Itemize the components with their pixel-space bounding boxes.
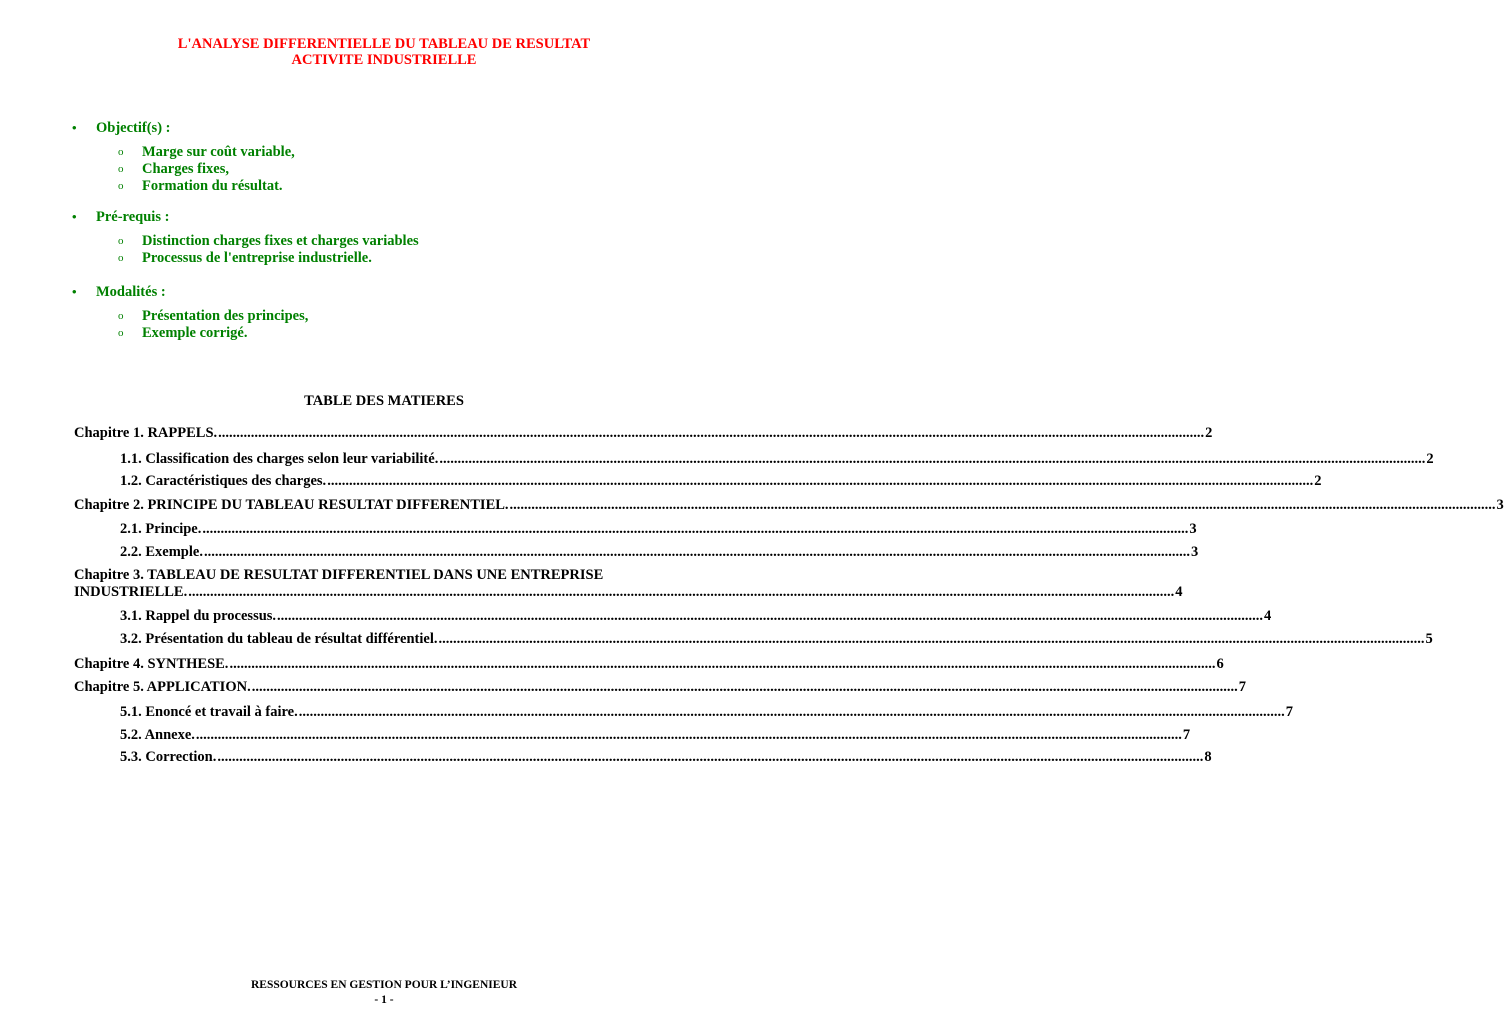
list-item-label: Exemple corrigé. (142, 325, 248, 341)
list-item (72, 308, 712, 325)
list-item (72, 233, 712, 250)
toc-entry-section-5-3[interactable] (120, 749, 1212, 766)
section-objectifs (72, 118, 712, 195)
toc-page-number: 2 (1205, 425, 1213, 441)
toc-entry-chapter-1[interactable] (74, 425, 1213, 442)
circle-bullet-icon: o (118, 235, 124, 247)
toc-page-number: 6 (1216, 656, 1224, 672)
toc-entry-section-1-1[interactable] (120, 451, 1434, 468)
toc-dot-leader (510, 497, 1496, 514)
document-title-line1: L'ANALYSE DIFFERENTIELLE DU TABLEAU DE RESULTAT (177, 36, 591, 52)
toc-entry-section-3-2[interactable] (120, 631, 1433, 648)
circle-bullet-icon: o (118, 180, 124, 192)
modalites-list (72, 308, 712, 342)
bullet-icon: • (72, 120, 77, 135)
circle-bullet-icon: o (118, 327, 124, 339)
toc-entry-label: 3.1. Rappel du processus. (120, 608, 277, 624)
circle-bullet-icon: o (118, 146, 124, 158)
toc-dot-leader: ................................................................................................................................................................................................................................................................................ (188, 584, 1175, 600)
footer-page-number: - 1 - (374, 994, 394, 1006)
toc-dot-leader (327, 473, 1313, 490)
toc-page-number: 8 (1204, 749, 1212, 765)
toc-entry-label: Chapitre 5. APPLICATION. (74, 679, 251, 695)
section-heading (72, 207, 712, 227)
toc-entry-chapter-2[interactable] (74, 497, 1504, 514)
list-item-label: Processus de l'entreprise industrielle. (142, 250, 372, 266)
toc-dot-leader (196, 727, 1182, 744)
toc-page-number: 7 (1238, 679, 1246, 695)
list-item-label: Charges fixes, (142, 161, 229, 177)
section-modalites (72, 282, 712, 342)
toc-entry-label: Chapitre 2. PRINCIPE DU TABLEAU RESULTAT DIFFERENTIEL. (74, 497, 509, 513)
toc-entry-label: 5.3. Correction. (120, 749, 217, 765)
section-heading-label: Objectif(s) : (96, 120, 171, 136)
list-item (72, 178, 712, 195)
list-item (72, 250, 712, 267)
list-item-label: Présentation des principes, (142, 308, 309, 324)
toc-dot-leader (204, 544, 1190, 561)
toc-entry-chapter-3[interactable] (74, 567, 1183, 601)
circle-bullet-icon: o (118, 163, 124, 175)
list-item (72, 161, 712, 178)
toc-dot-leader (217, 749, 1203, 766)
toc-entry-continuation (74, 584, 1183, 601)
toc-dot-leader (218, 425, 1204, 442)
section-heading-label: Modalités : (96, 284, 166, 300)
section-heading (72, 118, 712, 138)
toc-page-number: 7 (1285, 704, 1293, 720)
prerequis-list (72, 233, 712, 267)
document-title-line2: ACTIVITE INDUSTRIELLE (291, 52, 477, 68)
circle-bullet-icon: o (118, 252, 124, 264)
toc-entry-section-3-1[interactable] (120, 608, 1272, 625)
toc-page-number: 3 (1189, 521, 1197, 537)
circle-bullet-icon: o (118, 310, 124, 322)
toc-page-number: 2 (1426, 451, 1434, 467)
toc-entry-section-2-2[interactable] (120, 544, 1199, 561)
footer-publisher: RESSOURCES EN GESTION POUR L’INGENIEUR (250, 979, 518, 991)
list-item (72, 325, 712, 342)
list-item-label: Formation du résultat. (142, 178, 283, 194)
toc-dot-leader (229, 656, 1215, 673)
toc-entry-label: 1.1. Classification des charges selon leur variabilité. (120, 451, 439, 467)
toc-title: TABLE DES MATIERES (304, 393, 464, 409)
toc-dot-leader (252, 679, 1238, 696)
toc-entry-section-5-2[interactable] (120, 727, 1191, 744)
toc-entry-label: 1.2. Caractéristiques des charges. (120, 473, 327, 489)
objectifs-list (72, 144, 712, 195)
toc-entry-label: 2.1. Principe. (120, 521, 202, 537)
section-heading (72, 282, 712, 302)
toc-entry-label-continued: INDUSTRIELLE. (74, 584, 188, 600)
toc-entry-label: 2.2. Exemple. (120, 544, 203, 560)
toc-dot-leader (439, 631, 1425, 648)
toc-entry-label: Chapitre 1. RAPPELS. (74, 425, 218, 441)
toc-dot-leader (277, 608, 1263, 625)
toc-entry-chapter-5[interactable] (74, 679, 1246, 696)
toc-entry-label: Chapitre 4. SYNTHESE. (74, 656, 229, 672)
toc-page-number: 5 (1425, 631, 1433, 647)
toc-entry-label: 3.2. Présentation du tableau de résultat différentiel. (120, 631, 438, 647)
toc-page-number: 4 (1175, 584, 1183, 600)
toc-entry-label: Chapitre 3. TABLEAU DE RESULTAT DIFFERENTIEL DANS UNE ENTREPRISE (74, 567, 604, 583)
list-item-label: Distinction charges fixes et charges variables (142, 233, 419, 249)
bullet-icon: • (72, 209, 77, 224)
toc-entry-section-2-1[interactable] (120, 521, 1197, 538)
toc-page-number: 2 (1314, 473, 1322, 489)
list-item (72, 144, 712, 161)
toc-entry-label: 5.1. Enoncé et travail à faire. (120, 704, 298, 720)
toc-dot-leader (299, 704, 1285, 721)
toc-page-number: 7 (1182, 727, 1191, 743)
toc-page-number: 4 (1264, 608, 1272, 624)
list-item-label: Marge sur coût variable, (142, 144, 295, 160)
toc-entry-section-1-2[interactable] (120, 473, 1322, 490)
toc-page-number: 3 (1496, 497, 1504, 513)
toc-dot-leader (439, 451, 1425, 468)
section-heading-label: Pré-requis : (96, 209, 170, 225)
section-prerequis (72, 207, 712, 267)
bullet-icon: • (72, 284, 77, 299)
toc-entry-section-5-1[interactable] (120, 704, 1293, 721)
toc-dot-leader (202, 521, 1188, 538)
toc-page-number: 3 (1190, 544, 1199, 560)
toc-entry-chapter-4[interactable] (74, 656, 1224, 673)
toc-entry-label: 5.2. Annexe. (120, 727, 195, 743)
